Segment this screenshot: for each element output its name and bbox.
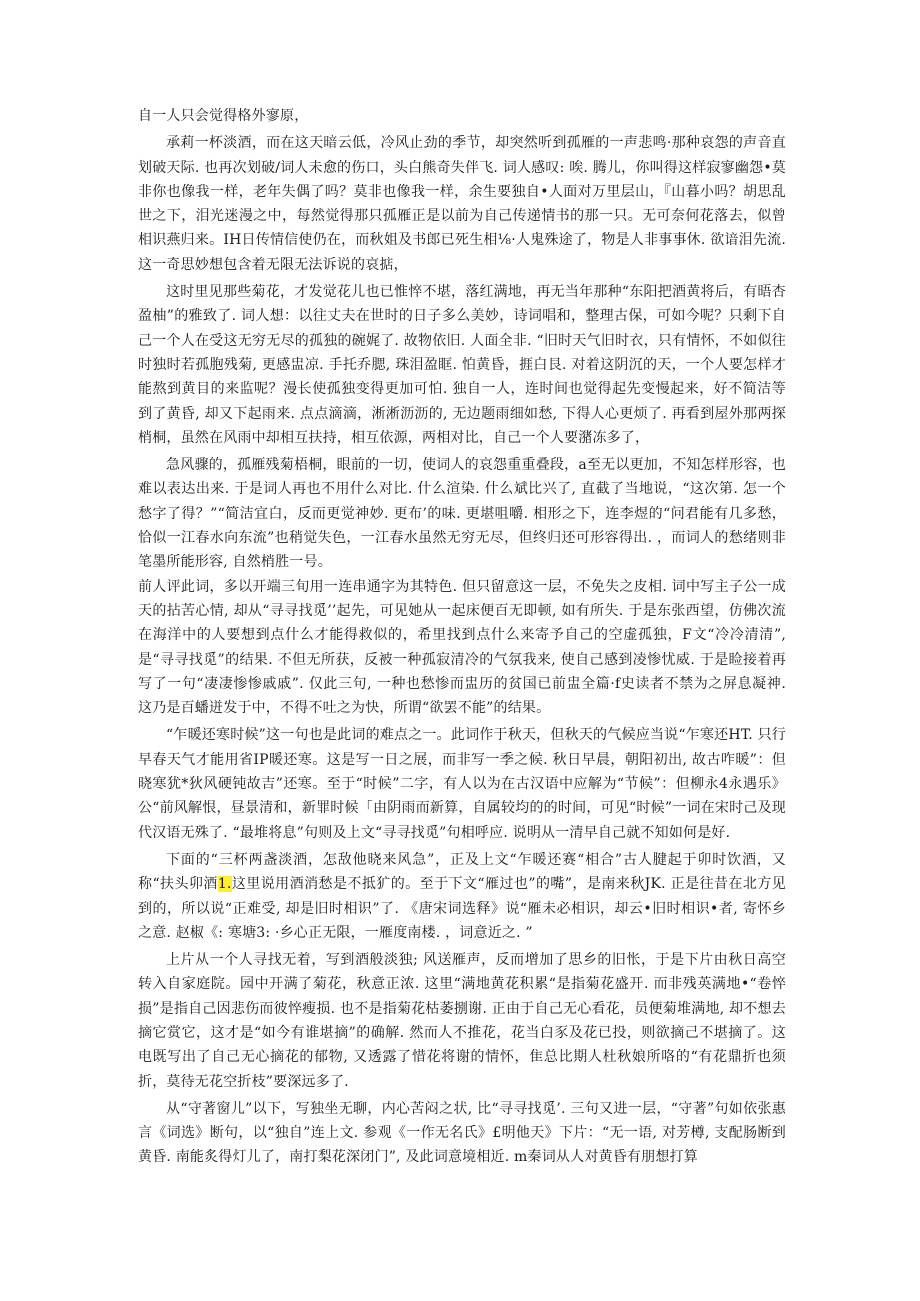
paragraph-4: 急风骤的，孤雁残菊梧桐，眼前的一切，使词人的哀怨重重叠段，a至无以更加，不知怎样形容，也难以表达出来. 于是词人再也不用什么对比. 什么渲染. 什么斌比兴了, 直截了当地说，“这次第. 怎一个愁字了得？”“简洁宜白，反而更觉神妙. 更布’的味. 更堪咀嚼. 相形之下，连李煜的“问君能有几多愁，恰似一江春水向东流”也稍觉失色，一江春水虽然无穷无尽，但终归还可形容得出. ，而词人的愁绪则非笔墨所能形容, 自然梢胜一号。 bbox=[138, 457, 786, 571]
paragraph-9: 从“守著窗儿”以下，写独坐无聊，内心苦闷之状, 比“寻寻找觅’. 三句又进一层，“守著”句如依张惠言《词选》断句，以“独自”连上文. 参观《一作无名氏》£明他天》下片：“无一语, 对芳樽, 支配肠断到黄昏. 南能炙得灯儿了，南打梨花深闭门”, 及此词意境相近. m秦词从人对黄昏有朋想打算 bbox=[138, 1100, 786, 1166]
paragraph-7-text-a: 下面的“三杯两盏淡酒，怎敌他晓来风急”，正及上文“乍暖还赛“相合”古人腱起于卯时饮酒，又称“扶头卯酒 bbox=[138, 851, 786, 893]
paragraph-6: “乍暖还寒时候”这一句也是此词的难点之一。此词作于秋天，但秋天的气候应当说“乍寒还HT. 只行早春天气才能用省IP暖还寒。这是写一日之展，而非写一季之候. 秋日早晨，朝阳初出, 故古咋暖”：但晓寒犹*狄风硬钝故吉”还寒。至于“时候”二字，有人以为在古汉语中应解为“节候”：但柳永4永遇乐》公“前风解恨，昼景清和，新罪时候「由阴雨而新算，自属较均的的时间，可见“时候”一词在宋时己及现代汉语无殊了. “最堆将息”句则及上文“寻寻找觅”句相呼应. 说明从一清早自己就不知如何是好. bbox=[138, 727, 786, 841]
paragraph-1: 自一人只会觉得格外寥原， bbox=[138, 108, 309, 124]
paragraph-2: 承莉一杯淡酒，而在这天暗云低，冷风止劲的季节，却突然听到孤雁的一声悲鸣·那种哀怨的声音直划破天际. 也再次划破/词人未愈的伤口，头白熊奇失伴飞. 词人感叹: 唉. 腾儿，你叫得这样寂寥幽怨•莫非你也像我一样，老年失偶了吗？莫非也像我一样，余生要独自•人面对万里层山，『山暮小吗？胡思乱世之下，泪光迷漫之中，每然觉得那只孤雁正是以前为自己传递情书的那一只。无可奈何花落去，似曾相识燕归来。IH日传情信使仍在，而秋姐及书郎已死生相⅛·人鬼殊途了，物是人非事事休. 欲谙泪先流. 这一奇思妙想包含着无限无法诉说的哀掂， bbox=[138, 135, 786, 273]
paragraph-8: 上片从一个人寻找无着，写到酒般淡独; 风送雁声，反而增加了思乡的旧怅，于是下片由秋日高空转入自家庭院。园中开满了菊花，秋意正浓. 这里“满地黄花积累“是指菊花盛开. 而非残英满地•“卷悴损”是指自己因悲伤而彼悴瘦损. 也不是指菊花枯萎捌谢. 正由于自己无心看花，员便菊堆满地, 却不想去摘它赏它，这才是“如今有谁堪摘”的确解. 然而人不推花，花当白豕及花已投，则欲摘己不堪摘了。这电既写出了自己无心摘花的郁物, 又透露了惜花将谢的情怀，隹总比期人杜秋娘所咯的“有花鼎折也须折，莫待无花空折枝”要深远多了. bbox=[138, 952, 786, 1090]
paragraph-5: 前人评此词，多以开端三旬用一连串通字为其特色. 但只留意这一层，不免失之皮相. 词中写主子公一成天的拈苦心情, 却从“寻寻找觅’’起先，可见她从一起床便百无即顿, 如有所失. 于是东张西望，仿佛次流在海洋中的人要想到点什么才能得救似的，希里找到点什么来寄予自己的空虚孤独，F文“冷冷清清”, 是“寻寻找觅”的结果. 不但无所获，反被一种孤寂清冷的气氛我来, 使自己感到凌惨忧威. 于是睑接着再写了一句“凄凄惨惨戚戚”. 仅此三句, 一种也愁惨而盅历的贫国已前盅全篇·f史读者不禁为之屏息凝神. 这乃是百蟠迸发于中，不得不吐之为快，所谓“欲罢不能”的结果。 bbox=[138, 578, 786, 717]
highlighted-text: 1. bbox=[217, 876, 232, 893]
paragraph-3: 这时里见那些菊花，才发觉花儿也已惟悴不堪，落红满地，再无当年那种“东阳把酒黄将后，有晤杏盈柚”的雅致了. 词人想：以往丈夫在世时的日子多么美妙，诗词唱和，整理古保，可如今呢？只剩下自己一个人在受这无穷无尽的孤独的碗娓了. 故物依旧. 人面全非. “旧时天气旧时衣，只有情怀，不如似往时独时若孤胞残菊, 更感盅凉. 手托乔腮, 珠泪盈眶. 怕黄昏，捱白艮. 对着这阴沉的天，一个人要怎样才能熬到黄目的来监呢？漫长使孤独变得更加可怕. 独自一人，连时间也觉得起先变慢起来，好不简洁等到了黄昏, 却又下起雨来. 点点滴滴，淅淅沥沥的, 无边题雨细如愁, 下得人心更烦了. 再看到屋外那两探梢桐，虽然在风雨中却相互扶持，相互依源，两相对比，自己一个人要潴冻多了， bbox=[138, 284, 786, 446]
document-page bbox=[138, 104, 786, 1170]
paragraph-7-text-b: 这里说用酒消愁是不抵犷的。至于下文“雁过也”的嘴”，是南来秋JK. 正是往昔在北方见到的，所以说“正难受, 却是旧时相识”了. 《唐宋词选释》说“雁未必相识，却云•旧时相识•者, 寄怀乡之意. 赵椒《: 寒塘3: ·乡心正无限，一雁度南楼. ，词意近之. ” bbox=[138, 876, 786, 941]
paragraph-7 bbox=[138, 848, 786, 945]
